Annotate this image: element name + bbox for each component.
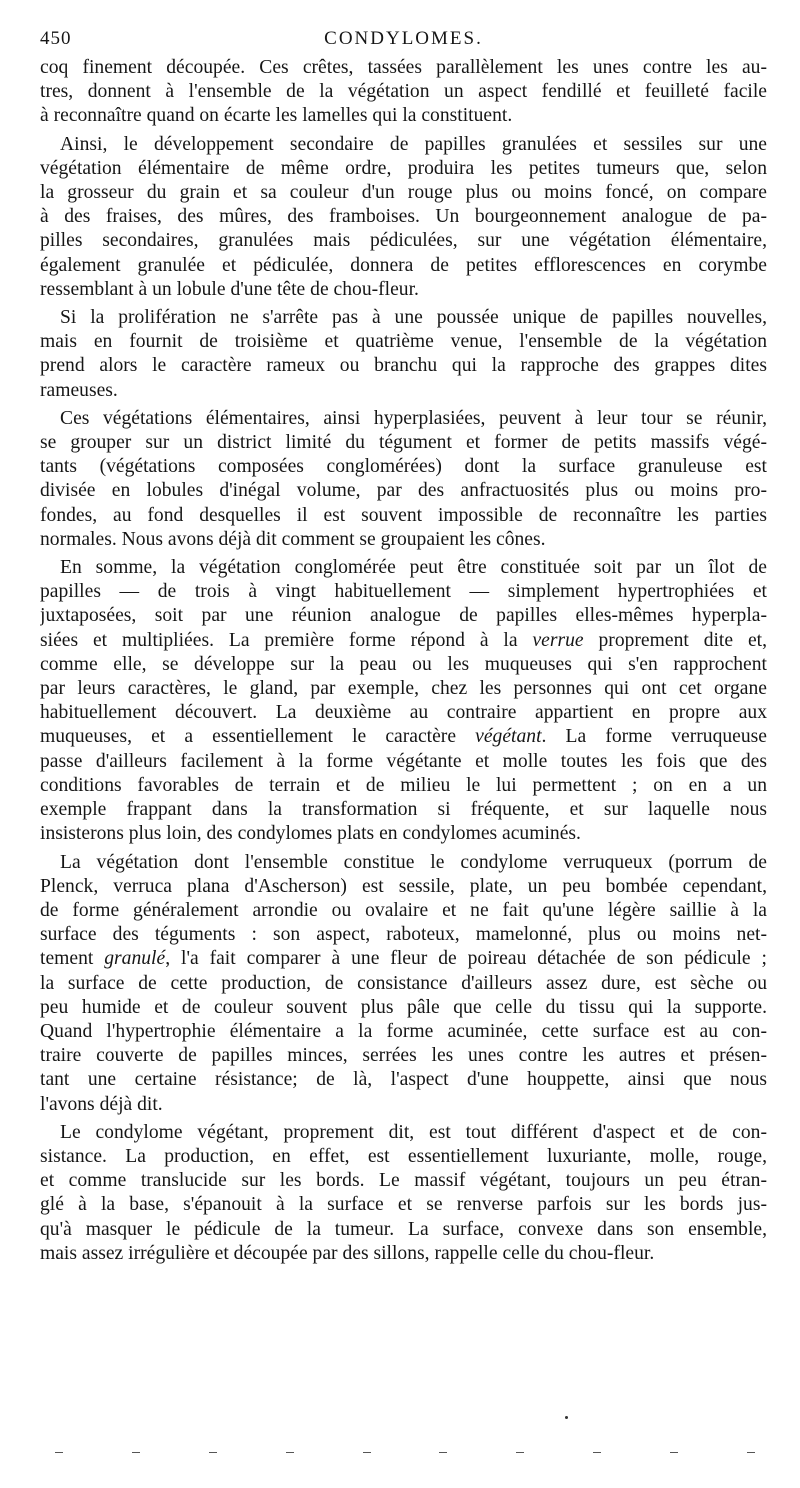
text-line: par leurs caractères, le gland, par exemple, chez les personnes qui ont cet organe <box>40 678 767 700</box>
text-line: traire couverte de papilles minces, serrées les unes contre les autres et présen- <box>40 1045 767 1067</box>
text-line: végétation élémentaire de même ordre, produira les petites tumeurs que, selon <box>40 157 767 179</box>
paragraph <box>40 306 767 403</box>
text-line: prend alors le caractère rameux ou branchu qui la rapproche des grappes dites <box>40 355 767 377</box>
paragraph <box>40 133 767 302</box>
text-line: normales. Nous avons déjà dit comment se groupaient les cônes. <box>40 528 546 550</box>
text-line: tement granulé, l'a fait comparer à une fleur de poireau détachée de son pédicule ; <box>40 948 767 970</box>
text-line: tant une certaine résistance; de là, l'aspect d'une houppette, ainsi que nous <box>40 1069 767 1091</box>
text-line: divisée en lobules d'inégal volume, par des anfractuosités plus ou moins pro- <box>40 480 767 502</box>
text-line: surface des téguments : son aspect, raboteux, mamelonné, plus ou moins net- <box>40 924 767 946</box>
text-line: mais assez irrégulière et découpée par des sillons, rappelle celle du chou-fleur. <box>40 1242 655 1264</box>
text-line: siées et multipliées. La première forme répond à la verrue proprement dite et, <box>40 629 767 651</box>
text-line: qu'à masquer le pédicule de la tumeur. La surface, convexe dans son ensemble, <box>40 1218 767 1240</box>
page-header <box>40 22 767 56</box>
text-line: tres, donnent à l'ensemble de la végétation un aspect fendillé et feuilleté facile <box>40 81 767 103</box>
text-line: de forme généralement arrondie ou ovalaire et ne fait qu'une légère saillie à la <box>40 899 767 921</box>
text-line: mais en fournit de troisième et quatrième venue, l'ensemble de la végétation <box>40 331 767 353</box>
text-line: également granulée et pédiculée, donnera de petites efflorescences en corymbe <box>40 254 767 276</box>
text-line: rameuses. <box>40 379 118 401</box>
text-line: peu humide et de couleur souvent plus pâle que celle du tissu qui la supporte. <box>40 996 767 1018</box>
text-line: papilles — de trois à vingt habituellement — simplement hypertrophiées et <box>40 581 767 603</box>
paragraph <box>40 1121 767 1266</box>
text-line: Plenck, verruca plana d'Ascherson) est sessile, plate, un peu bombée cependant, <box>40 875 767 897</box>
text-line: fondes, au fond desquelles il est souvent impossible de reconnaître les parties <box>40 504 767 526</box>
text-line: Ainsi, le développement secondaire de papilles granulées et sessiles sur une <box>60 133 767 155</box>
text-line: muqueuses, et a essentiellement le caractère végétant. La forme verruqueuse <box>40 726 767 748</box>
book-page <box>40 22 767 1270</box>
paragraph <box>40 851 767 1117</box>
text-line: l'avons déjà dit. <box>40 1093 163 1115</box>
text-line: se grouper sur un district limité du tégument et former de petits massifs végé- <box>40 432 767 454</box>
text-line: Quand l'hypertrophie élémentaire a la forme acuminée, cette surface est au con- <box>40 1020 767 1042</box>
text-line: habituellement découvert. La deuxième au contraire appartient en propre aux <box>40 702 767 724</box>
text-line: conditions favorables de terrain et de milieu le lui permettent ; on en a un <box>40 774 767 796</box>
paragraph <box>40 56 767 129</box>
text-line: coq finement découpée. Ces crêtes, tassées parallèlement les unes contre les au- <box>40 57 767 78</box>
paragraph <box>40 407 767 552</box>
footer-print-marks <box>55 1452 755 1458</box>
text-line: pilles secondaires, granulées mais pédiculées, sur une végétation élémentaire, <box>40 230 767 252</box>
text-line: tants (végétations composées conglomérées) dont la surface granuleuse est <box>40 456 767 478</box>
text-line: La végétation dont l'ensemble constitue le condylome verruqueux (porrum de <box>60 851 767 873</box>
text-line: juxtaposées, soit par une réunion analogue de papilles elles-mêmes hyperpla- <box>40 605 767 627</box>
text-line: exemple frappant dans la transformation si fréquente, et sur laquelle nous <box>40 799 767 821</box>
text-line: à des fraises, des mûres, des framboises. Un bourgeonnement analogue de pa- <box>40 206 767 228</box>
text-line: Le condylome végétant, proprement dit, est tout différent d'aspect et de con- <box>60 1121 767 1143</box>
text-line: la grosseur du grain et sa couleur d'un rouge plus ou moins foncé, on compare <box>40 182 767 204</box>
text-line: et comme translucide sur les bords. Le massif végétant, toujours un peu étran- <box>40 1170 767 1192</box>
print-speck <box>565 1416 568 1419</box>
text-line: la surface de cette production, de consistance d'ailleurs assez dure, est sèche ou <box>40 972 767 994</box>
body-text <box>40 56 767 1266</box>
text-line: sistance. La production, en effet, est essentiellement luxuriante, molle, rouge, <box>40 1145 767 1167</box>
text-line: comme elle, se développe sur la peau ou les muqueuses qui s'en rapprochent <box>40 653 767 675</box>
text-line: glé à la base, s'épanouit à la surface et se renverse parfois sur les bords jus- <box>40 1194 767 1216</box>
running-title: CONDYLOMES. <box>324 28 483 49</box>
text-line: passe d'ailleurs facilement à la forme végétante et molle toutes les fois que des <box>40 750 767 772</box>
page-number: 450 <box>40 28 72 49</box>
text-line: En somme, la végétation conglomérée peut être constituée soit par un îlot de <box>60 557 767 579</box>
text-line: à reconnaître quand on écarte les lamelles qui la constituent. <box>40 105 513 127</box>
text-line: insisterons plus loin, des condylomes plats en condylomes acuminés. <box>40 823 581 845</box>
text-line: ressemblant à un lobule d'une tête de chou-fleur. <box>40 278 419 300</box>
text-line: Ces végétations élémentaires, ainsi hyperplasiées, peuvent à leur tour se réunir, <box>60 407 767 429</box>
paragraph <box>40 556 767 846</box>
text-line: Si la prolifération ne s'arrête pas à une poussée unique de papilles nouvelles, <box>60 307 767 329</box>
